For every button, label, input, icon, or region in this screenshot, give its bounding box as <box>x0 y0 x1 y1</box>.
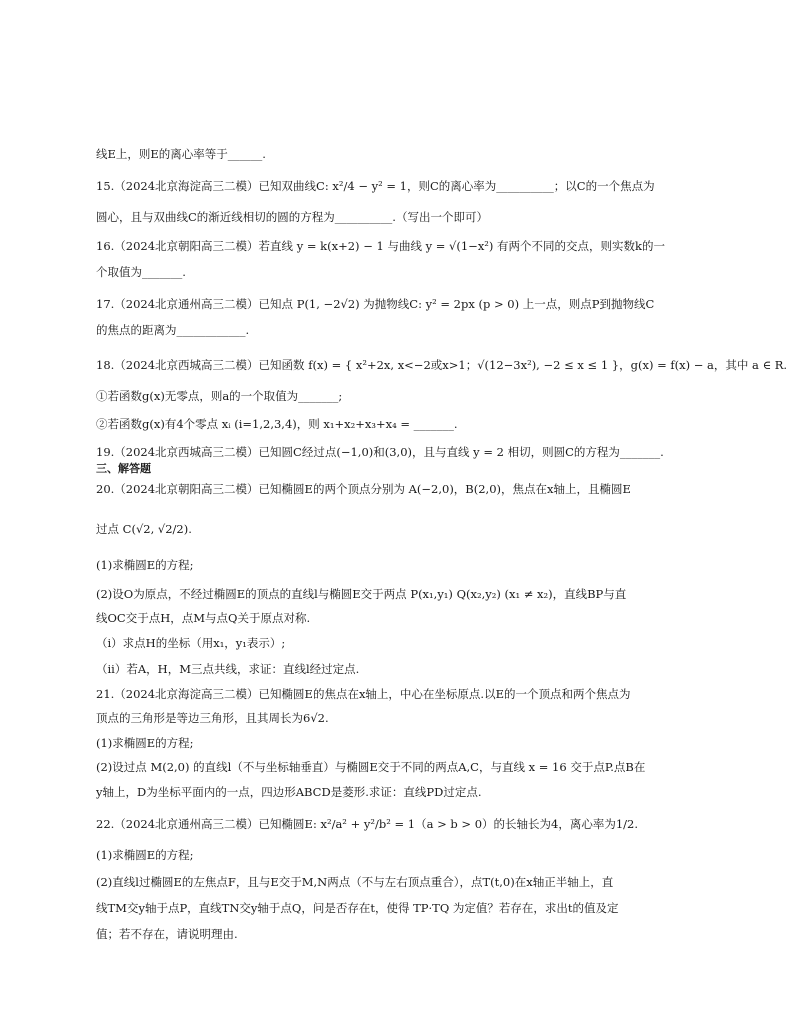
question-21-part-2-line-2: y轴上，D为坐标平面内的一点，四边形ABCD是菱形.求证：直线PD过定点. <box>96 785 482 799</box>
question-20-part-2-line-1: (2)设O为原点，不经过椭圆E的顶点的直线l与椭圆E交于两点 P(x₁,y₁) Q(x₂,y₂) (x₁ ≠ x₂)，直线BP与直 <box>96 587 627 601</box>
question-17-line-1: 17.（2024北京通州高三二模）已知点 P(1, −2√2) 为抛物线C: y² = 2px (p > 0) 上一点，则点P到抛物线C <box>96 297 655 311</box>
question-21-part-2-line-1: (2)设过点 M(2,0) 的直线l（不与坐标轴垂直）与椭圆E交于不同的两点A,C，与直线 x = 16 交于点P.点B在 <box>96 760 646 774</box>
question-22-line-1: 22.（2024北京通州高三二模）已知椭圆E: x²/a² + y²/b² = 1（a > b > 0）的长轴长为4，离心率为1/2. <box>96 817 638 831</box>
question-22-part-2-line-2: 线TM交y轴于点P，直线TN交y轴于点Q，问是否存在t，使得 TP·TQ 为定值？若存在，求出t的值及定 <box>96 901 619 915</box>
question-16-line-2: 个取值为_______. <box>96 265 186 279</box>
question-20-sub-ii: （ii）若A，H，M三点共线，求证：直线l经过定点. <box>96 662 360 676</box>
text-line: 线E上，则E的离心率等于______. <box>96 147 266 161</box>
question-15-line-1: 15.（2024北京海淀高三二模）已知双曲线C: x²/4 − y² = 1，则C的离心率为__________；以C的一个焦点为 <box>96 179 655 193</box>
section-heading: 三、解答题 <box>96 462 151 475</box>
question-22-part-2-line-1: (2)直线l过椭圆E的左焦点F，且与E交于M,N两点（不与左右顶点重合），点T(t,0)在x轴正半轴上，直 <box>96 875 614 889</box>
question-17-line-2: 的焦点的距离为____________. <box>96 323 250 337</box>
question-21-line-1: 21.（2024北京海淀高三二模）已知椭圆E的焦点在x轴上，中心在坐标原点.以E的一个顶点和两个焦点为 <box>96 687 631 701</box>
question-18-part-2: ②若函数g(x)有4个零点 xᵢ (i=1,2,3,4)，则 x₁+x₂+x₃+x₄ = _______. <box>96 417 458 431</box>
question-20-sub-i: （i）求点H的坐标（用x₁，y₁表示）; <box>96 636 286 650</box>
question-20-part-1: (1)求椭圆E的方程; <box>96 558 194 572</box>
question-18-part-1: ①若函数g(x)无零点，则a的一个取值为_______; <box>96 389 343 403</box>
question-21-line-2: 顶点的三角形是等边三角形，且其周长为6√2. <box>96 711 329 725</box>
question-20-line-2: 过点 C(√2, √2/2). <box>96 522 192 536</box>
question-19-line: 19.（2024北京西城高三二模）已知圆C经过点(−1,0)和(3,0)，且与直线 y = 2 相切，则圆C的方程为_______. <box>96 445 664 459</box>
question-22-part-2-line-3: 值；若不存在，请说明理由. <box>96 927 238 941</box>
question-20-line-1: 20.（2024北京朝阳高三二模）已知椭圆E的两个顶点分别为 A(−2,0)，B(2,0)，焦点在x轴上，且椭圆E <box>96 482 631 496</box>
question-21-part-1: (1)求椭圆E的方程; <box>96 736 194 750</box>
question-22-part-1: (1)求椭圆E的方程; <box>96 848 194 862</box>
question-15-line-2: 圆心，且与双曲线C的渐近线相切的圆的方程为__________.（写出一个即可） <box>96 210 488 224</box>
question-18-line-1: 18.（2024北京西城高三二模）已知函数 f(x) = { x²+2x, x<−2或x>1；√(12−3x²), −2 ≤ x ≤ 1 }，g(x) = f(x) − a，其中 a ∈ R. <box>96 358 788 372</box>
question-16-line-1: 16.（2024北京朝阳高三二模）若直线 y = k(x+2) − 1 与曲线 y = √(1−x²) 有两个不同的交点，则实数k的一 <box>96 239 666 253</box>
question-20-part-2-line-2: 线OC交于点H，点M与点Q关于原点对称. <box>96 611 311 625</box>
